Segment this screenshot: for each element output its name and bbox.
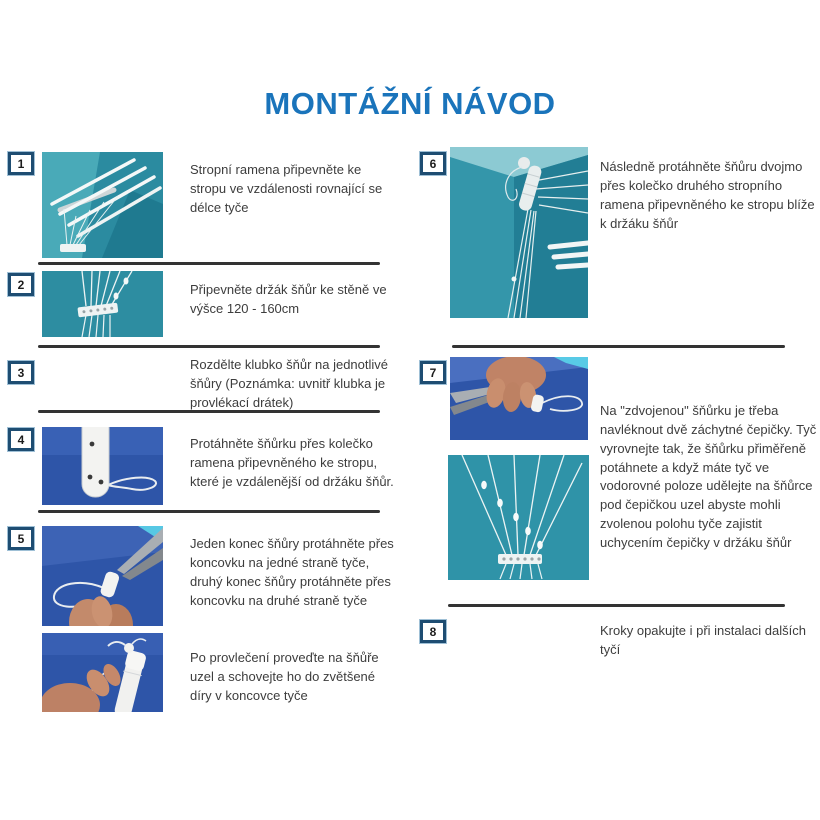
step-2-number-badge (8, 273, 34, 296)
step-1-photo-ceiling-arms (42, 152, 163, 258)
step-7-text: Na "zdvojenou" šňůrku je třeba navléknout dvě záchytné čepičky. Tyč vyrovnejte tak, že šňůrku přiměřeně potáhnete a když máte tyč ve vodorovné poloze udělejte na šňůrce pod čepičkou uzel abyste mohli zvolenou polohu tyče zajistit uchycením čepičky v držáku šňůr (600, 403, 817, 550)
step-7-photo-cap-on-cord (450, 357, 588, 440)
step-4-text: Protáhněte šňůrku přes kolečko ramena připevněného ke stropu, které je vzdálenější od držáku šňůr. (190, 436, 394, 489)
step-5-photo-knot (42, 633, 163, 712)
step-3-text: Rozdělte klubko šňůr na jednotlivé šňůry (Poznámka: uvnitř klubka je provlékací drátek) (190, 357, 389, 410)
page-title: MONTÁŽNÍ NÁVOD (264, 86, 556, 121)
step-4-number: 4 (17, 432, 25, 447)
step-6-photo-second-arm (450, 147, 588, 318)
step-7-photo-caps-on-cords (448, 455, 589, 580)
step-1-number: 1 (17, 156, 25, 171)
step-6-number: 6 (429, 156, 437, 171)
step-7-number-badge (420, 361, 446, 384)
separator (38, 345, 380, 348)
step-1-number-badge (8, 152, 34, 175)
knot-in-cap-illustration (42, 633, 163, 712)
separator (448, 604, 785, 607)
step-1-text: Stropní ramena připevněte ke stropu ve vzdálenosti rovnající se délce tyče (190, 162, 383, 215)
step-6-number-badge (420, 152, 446, 175)
step-5-number: 5 (17, 531, 25, 546)
separator (38, 410, 380, 413)
step-5-text: Jeden konec šňůry protáhněte přes koncovku na jedné straně tyče, druhý konec šňůry protáhněte přes koncovku na druhé straně tyče (190, 536, 394, 608)
step-4-photo-arm-pulley (42, 427, 163, 505)
ceiling-rack-illustration (42, 152, 163, 258)
separator (38, 262, 380, 265)
step-3-number: 3 (17, 365, 25, 380)
step-6-text: Následně protáhněte šňůru dvojmo přes kolečko druhého stropního ramena připevněného ke stropu blíže k držáku šňůr (600, 159, 815, 231)
step-5-text-2: Po provlečení proveďte na šňůře uzel a schovejte ho do zvětšené díry v koncovce tyče (190, 650, 379, 703)
hand-cap-pliers-illustration (450, 357, 588, 440)
pliers-cap-illustration (42, 526, 163, 626)
step-5-number-badge (8, 527, 34, 550)
step-8-number: 8 (429, 624, 437, 639)
separator (38, 510, 380, 513)
step-3-number-badge (8, 361, 34, 384)
step-5-photo-threading-cap (42, 526, 163, 626)
cord-holder-illustration (42, 271, 163, 337)
ceiling-corner-cords-illustration (450, 147, 588, 318)
step-8-text: Kroky opakujte i při instalaci dalších tyčí (600, 623, 806, 657)
separator (452, 345, 785, 348)
step-2-photo-cord-holder (42, 271, 163, 337)
step-8-number-badge (420, 620, 446, 643)
step-7-number: 7 (429, 365, 437, 380)
step-2-text: Připevněte držák šňůr ke stěně ve výšce 120 - 160cm (190, 282, 387, 316)
arm-end-cord-illustration (42, 427, 163, 505)
step-4-number-badge (8, 428, 34, 451)
cords-caps-holder-illustration (448, 455, 589, 580)
step-2-number: 2 (17, 277, 25, 292)
